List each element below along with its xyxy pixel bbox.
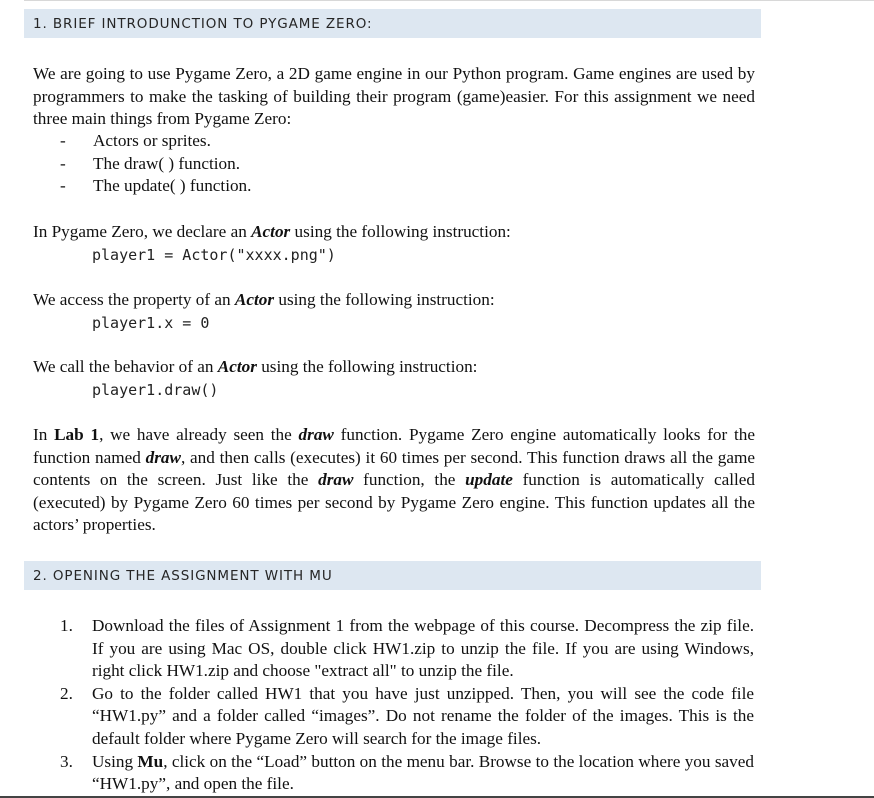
- list-item: [60, 615, 754, 683]
- update-term: update: [465, 470, 513, 490]
- list-item: [60, 751, 754, 796]
- sentence-text: using the following instruction:: [290, 222, 511, 241]
- list-item: [60, 130, 251, 153]
- code-call-behavior: player1.draw(): [92, 381, 219, 399]
- draw-term: draw: [318, 470, 354, 490]
- section-heading-mu: [24, 561, 761, 590]
- sentence-text: function is automatically called (executed) by Pygame Zero 60 times per second by Pygame Zero engine. This function updates all the actors’ properties.: [33, 470, 755, 535]
- sentence-text: We access the property of an: [33, 290, 235, 309]
- draw-term: draw: [298, 425, 334, 444]
- section-heading-mu-text: 2. OPENING THE ASSIGNMENT WITH MU: [33, 567, 333, 584]
- steps-list: [60, 615, 754, 796]
- list-item-text: The draw( ) function.: [93, 153, 240, 173]
- draw-term: draw: [145, 447, 181, 467]
- page-top-rule: [24, 0, 874, 1]
- actor-term: Actor: [234, 290, 275, 309]
- sentence-text: function. Pygame Zero engine automatically looks for the function named: [33, 425, 755, 467]
- lab-term: Lab 1: [54, 425, 100, 444]
- step-number: 1.: [60, 616, 73, 635]
- requirements-list: [60, 130, 251, 198]
- sentence-text: , and then calls (executes) it 60 times per second. This function draws all the game contents on the screen. Just like the: [33, 447, 755, 490]
- list-item-text: Actors or sprites.: [93, 131, 211, 150]
- list-item-text: The update( ) function.: [93, 176, 252, 196]
- actor-term: Actor: [217, 357, 257, 376]
- code-declare-actor: player1 = Actor("xxxx.png"): [92, 246, 336, 264]
- sentence-text: In: [33, 425, 55, 444]
- code-access-property: player1.x = 0: [92, 314, 210, 332]
- step-number: 3.: [60, 751, 73, 771]
- step-text: Using: [92, 751, 138, 771]
- mu-term: Mu: [137, 751, 164, 771]
- lab-paragraph: [33, 424, 755, 537]
- list-item: [60, 153, 251, 176]
- step-text: Download the files of Assignment 1 from the webpage of this course. Decompress the zip file. If you are using Mac OS, double click HW1.zip to unzip the file. If you are using Windows, right click HW1.zip and choose "extract all" to unzip the file.: [92, 616, 754, 681]
- sentence-text: using the following instruction:: [274, 290, 495, 309]
- step-text: , click on the “Load” button on the menu bar. Browse to the location where you saved “HW1.py”, and open the file.: [92, 751, 754, 794]
- list-item: [60, 683, 754, 751]
- section-heading-intro-text: 1. BRIEF INTRODUNCTION TO PYGAME ZERO:: [33, 15, 373, 32]
- sentence-text: We call the behavior of an: [33, 357, 218, 376]
- step-text: Go to the folder called HW1 that you have just unzipped. Then, you will see the code file “HW1.py” and a folder called “images”. Do not rename the folder of the images. This is the default folder where Pygame Zero will search for the image files.: [92, 683, 754, 748]
- bullet-dash: -: [60, 153, 66, 173]
- section-heading-intro: [24, 9, 761, 38]
- sentence-text: , we have already seen the: [99, 425, 299, 444]
- actor-term: Actor: [251, 222, 291, 241]
- bullet-dash: -: [60, 131, 66, 150]
- step-number: 2.: [60, 683, 73, 703]
- declare-actor-sentence: [33, 221, 755, 244]
- list-item: [60, 175, 251, 198]
- bullet-dash: -: [60, 176, 66, 196]
- intro-paragraph: We are going to use Pygame Zero, a 2D game engine in our Python program. Game engines are used by programmers to make the tasking of building their program (game)easier. For this assignment we need three main things from Pygame Zero:: [33, 64, 755, 129]
- call-behavior-sentence: [33, 356, 755, 379]
- sentence-text: using the following instruction:: [256, 357, 478, 376]
- sentence-text: In Pygame Zero, we declare an: [33, 222, 252, 241]
- sentence-text: function, the: [353, 470, 466, 490]
- access-property-sentence: [33, 289, 755, 312]
